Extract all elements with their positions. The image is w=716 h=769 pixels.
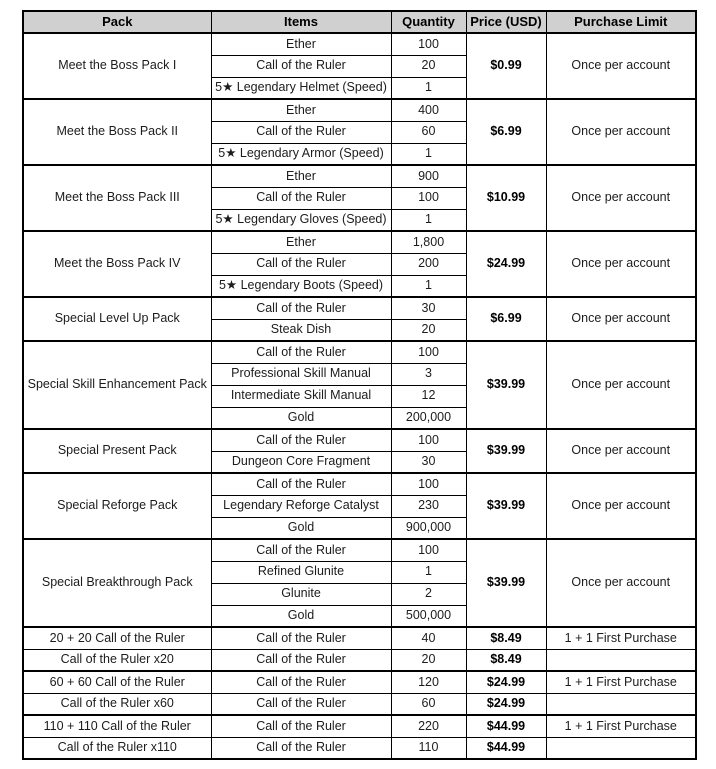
item-quantity-cell: 20 xyxy=(391,649,466,671)
price-cell: $24.99 xyxy=(466,693,546,715)
purchase-limit-cell: 1 + 1 First Purchase xyxy=(546,671,696,693)
table-row xyxy=(23,627,696,649)
item-name-cell: Call of the Ruler xyxy=(211,473,391,495)
price-cell: $8.49 xyxy=(466,649,546,671)
item-quantity-cell: 12 xyxy=(391,385,466,407)
item-name-cell: Call of the Ruler xyxy=(211,693,391,715)
price-cell: $6.99 xyxy=(466,99,546,165)
table-row xyxy=(23,737,696,759)
item-name-cell: Call of the Ruler xyxy=(211,649,391,671)
column-header-items: Items xyxy=(211,11,391,33)
price-cell: $0.99 xyxy=(466,33,546,99)
pack-name-cell: Call of the Ruler x60 xyxy=(23,693,211,715)
pack-name-cell: Special Present Pack xyxy=(23,429,211,473)
table-row xyxy=(23,33,696,55)
item-quantity-cell: 1 xyxy=(391,209,466,231)
item-name-cell: Call of the Ruler xyxy=(211,715,391,737)
item-name-cell: Ether xyxy=(211,99,391,121)
table-row xyxy=(23,165,696,187)
item-quantity-cell: 1 xyxy=(391,77,466,99)
table-row xyxy=(23,649,696,671)
table-row xyxy=(23,473,696,495)
table-header xyxy=(23,11,696,33)
item-quantity-cell: 1 xyxy=(391,275,466,297)
price-cell: $10.99 xyxy=(466,165,546,231)
item-quantity-cell: 100 xyxy=(391,473,466,495)
table-row xyxy=(23,231,696,253)
table-row xyxy=(23,429,696,451)
item-name-cell: Call of the Ruler xyxy=(211,429,391,451)
price-cell: $8.49 xyxy=(466,627,546,649)
item-quantity-cell: 40 xyxy=(391,627,466,649)
table-row xyxy=(23,99,696,121)
item-quantity-cell: 2 xyxy=(391,583,466,605)
item-quantity-cell: 100 xyxy=(391,341,466,363)
item-quantity-cell: 200,000 xyxy=(391,407,466,429)
pack-name-cell: Special Skill Enhancement Pack xyxy=(23,341,211,429)
purchase-limit-cell: Once per account xyxy=(546,231,696,297)
item-quantity-cell: 230 xyxy=(391,495,466,517)
item-quantity-cell: 100 xyxy=(391,429,466,451)
price-cell: $44.99 xyxy=(466,737,546,759)
table-row xyxy=(23,297,696,319)
item-name-cell: Intermediate Skill Manual xyxy=(211,385,391,407)
item-name-cell: 5★ Legendary Boots (Speed) xyxy=(211,275,391,297)
item-quantity-cell: 1 xyxy=(391,561,466,583)
table-row xyxy=(23,539,696,561)
item-quantity-cell: 30 xyxy=(391,451,466,473)
item-quantity-cell: 400 xyxy=(391,99,466,121)
item-quantity-cell: 100 xyxy=(391,33,466,55)
item-quantity-cell: 60 xyxy=(391,121,466,143)
pack-shop-table xyxy=(22,10,697,760)
item-quantity-cell: 20 xyxy=(391,319,466,341)
purchase-limit-cell xyxy=(546,693,696,715)
item-quantity-cell: 30 xyxy=(391,297,466,319)
purchase-limit-cell: Once per account xyxy=(546,33,696,99)
pack-name-cell: Special Breakthrough Pack xyxy=(23,539,211,627)
purchase-limit-cell: Once per account xyxy=(546,165,696,231)
item-name-cell: Call of the Ruler xyxy=(211,341,391,363)
item-name-cell: Professional Skill Manual xyxy=(211,363,391,385)
item-name-cell: Call of the Ruler xyxy=(211,187,391,209)
pack-name-cell: 60 + 60 Call of the Ruler xyxy=(23,671,211,693)
item-name-cell: Call of the Ruler xyxy=(211,539,391,561)
purchase-limit-cell: 1 + 1 First Purchase xyxy=(546,715,696,737)
item-quantity-cell: 120 xyxy=(391,671,466,693)
purchase-limit-cell: Once per account xyxy=(546,539,696,627)
item-name-cell: Call of the Ruler xyxy=(211,55,391,77)
item-quantity-cell: 900 xyxy=(391,165,466,187)
purchase-limit-cell xyxy=(546,737,696,759)
column-header-quantity: Quantity xyxy=(391,11,466,33)
item-name-cell: Ether xyxy=(211,33,391,55)
pack-name-cell: Meet the Boss Pack I xyxy=(23,33,211,99)
item-name-cell: Call of the Ruler xyxy=(211,671,391,693)
header-row xyxy=(23,11,696,33)
pack-name-cell: Call of the Ruler x110 xyxy=(23,737,211,759)
item-quantity-cell: 3 xyxy=(391,363,466,385)
item-name-cell: Call of the Ruler xyxy=(211,737,391,759)
pack-table-body xyxy=(23,33,696,759)
item-name-cell: Dungeon Core Fragment xyxy=(211,451,391,473)
item-name-cell: Call of the Ruler xyxy=(211,253,391,275)
item-quantity-cell: 100 xyxy=(391,187,466,209)
column-header-purchase-limit: Purchase Limit xyxy=(546,11,696,33)
pack-name-cell: Special Level Up Pack xyxy=(23,297,211,341)
item-name-cell: 5★ Legendary Gloves (Speed) xyxy=(211,209,391,231)
item-name-cell: Steak Dish xyxy=(211,319,391,341)
item-name-cell: Refined Glunite xyxy=(211,561,391,583)
item-quantity-cell: 100 xyxy=(391,539,466,561)
price-cell: $39.99 xyxy=(466,539,546,627)
purchase-limit-cell: Once per account xyxy=(546,341,696,429)
purchase-limit-cell: 1 + 1 First Purchase xyxy=(546,627,696,649)
item-name-cell: Gold xyxy=(211,407,391,429)
price-cell: $6.99 xyxy=(466,297,546,341)
item-name-cell: Ether xyxy=(211,231,391,253)
item-name-cell: Gold xyxy=(211,517,391,539)
item-name-cell: 5★ Legendary Helmet (Speed) xyxy=(211,77,391,99)
item-name-cell: Call of the Ruler xyxy=(211,627,391,649)
pack-name-cell: Meet the Boss Pack III xyxy=(23,165,211,231)
purchase-limit-cell xyxy=(546,649,696,671)
item-quantity-cell: 200 xyxy=(391,253,466,275)
pack-name-cell: Meet the Boss Pack IV xyxy=(23,231,211,297)
item-name-cell: Call of the Ruler xyxy=(211,297,391,319)
price-cell: $39.99 xyxy=(466,473,546,539)
item-quantity-cell: 1,800 xyxy=(391,231,466,253)
item-quantity-cell: 110 xyxy=(391,737,466,759)
table-row xyxy=(23,341,696,363)
price-cell: $39.99 xyxy=(466,429,546,473)
purchase-limit-cell: Once per account xyxy=(546,99,696,165)
price-cell: $24.99 xyxy=(466,231,546,297)
item-name-cell: Call of the Ruler xyxy=(211,121,391,143)
pack-name-cell: Call of the Ruler x20 xyxy=(23,649,211,671)
item-name-cell: Gold xyxy=(211,605,391,627)
price-cell: $24.99 xyxy=(466,671,546,693)
purchase-limit-cell: Once per account xyxy=(546,429,696,473)
purchase-limit-cell: Once per account xyxy=(546,473,696,539)
item-quantity-cell: 500,000 xyxy=(391,605,466,627)
pack-name-cell: 110 + 110 Call of the Ruler xyxy=(23,715,211,737)
item-name-cell: Glunite xyxy=(211,583,391,605)
table-row xyxy=(23,693,696,715)
item-quantity-cell: 220 xyxy=(391,715,466,737)
item-name-cell: 5★ Legendary Armor (Speed) xyxy=(211,143,391,165)
item-quantity-cell: 60 xyxy=(391,693,466,715)
pack-name-cell: 20 + 20 Call of the Ruler xyxy=(23,627,211,649)
table-row xyxy=(23,671,696,693)
purchase-limit-cell: Once per account xyxy=(546,297,696,341)
column-header-price: Price (USD) xyxy=(466,11,546,33)
price-cell: $44.99 xyxy=(466,715,546,737)
pack-name-cell: Special Reforge Pack xyxy=(23,473,211,539)
pack-name-cell: Meet the Boss Pack II xyxy=(23,99,211,165)
price-cell: $39.99 xyxy=(466,341,546,429)
item-name-cell: Legendary Reforge Catalyst xyxy=(211,495,391,517)
column-header-pack: Pack xyxy=(23,11,211,33)
item-name-cell: Ether xyxy=(211,165,391,187)
table-row xyxy=(23,715,696,737)
item-quantity-cell: 1 xyxy=(391,143,466,165)
item-quantity-cell: 20 xyxy=(391,55,466,77)
item-quantity-cell: 900,000 xyxy=(391,517,466,539)
